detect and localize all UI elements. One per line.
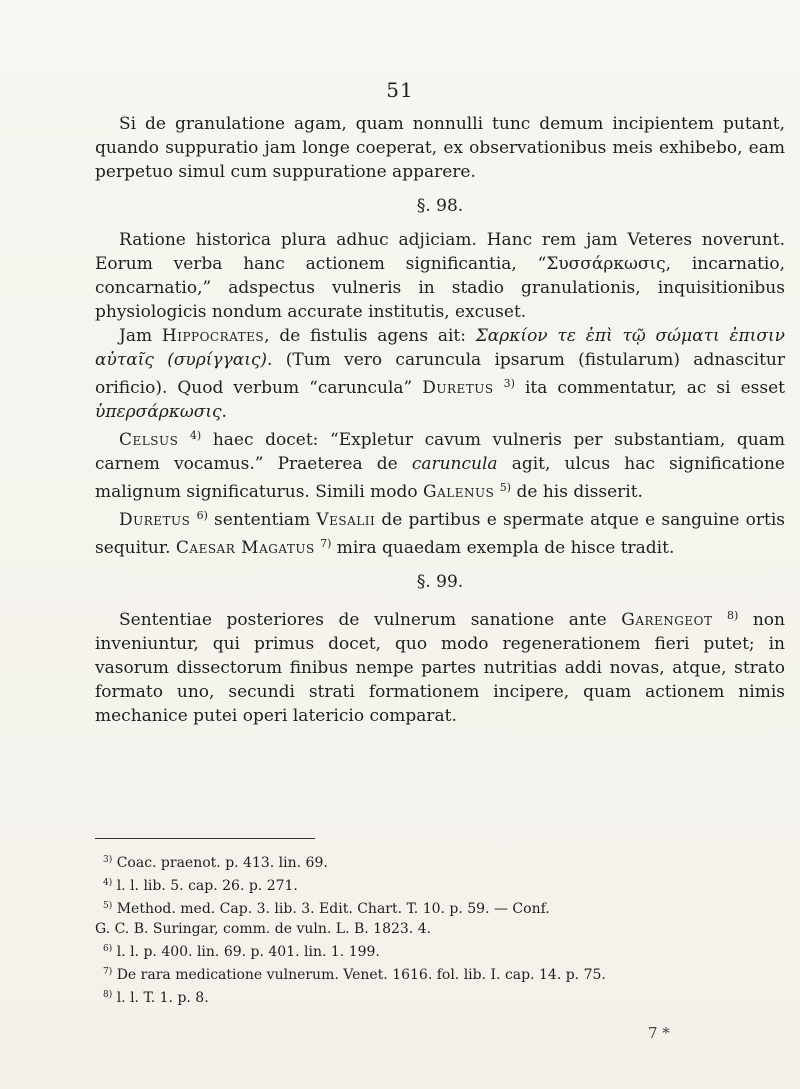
footnotes: [95, 850, 785, 1008]
author-name: Garengeot: [621, 610, 713, 630]
section-heading-99: §. 99.: [416, 572, 464, 592]
footnote: $^{8)}$ l. l. T. 1. p. 8.: [103, 990, 209, 1006]
footnote: $^{3)}$ Coac. praenot. p. 413. lin. 69.: [103, 855, 328, 871]
body-text: [95, 112, 785, 728]
page-number: 51: [386, 78, 414, 102]
footnote: $^{5)}$ Method. med. Cap. 3. lib. 3. Edit. Chart. T. 10. p. 59. — Conf.: [103, 901, 550, 917]
author-name: Duretus: [119, 510, 191, 530]
paragraph-98-4: Duretus $^{6)}$ sententiam Vesalii de partibus e spermate atque e sanguine ortis sequitur. Caesar Magatus $^{7)}$ mira quaedam exempla de hisce tradit.: [95, 509, 785, 558]
author-name: Duretus: [422, 378, 494, 398]
greek-quote: Σαρκίον τε ἐπὶ τῷ σώματι ἐπισιν αὐταῖς (συρίγγαις): [95, 326, 785, 370]
footnote-divider: [95, 838, 315, 839]
author-name: Hippocrates: [161, 326, 265, 346]
section-heading-98: §. 98.: [416, 196, 464, 216]
footnote-ref: 5): [499, 481, 512, 494]
paragraph-98-1: Ratione historica plura adhuc adjiciam. Hanc rem jam Veteres noverunt. Eorum verba hanc actionem significantia, “Συσσάρκωσις, incarnatio, concarnatio,” adspectus vulneris in stadio granulationis, inquisitionibus physiologicis nondum accurate institutis, excuset.: [95, 230, 785, 322]
footnote-continuation: G. C. B. Suringar, comm. de vuln. L. B. 1823. 4.: [95, 921, 432, 937]
paragraph-98-3: Celsus $^{4)}$ haec docet: “Expletur cavum vulneris per substantiam, quam carnem vocamus.” Praeterea de caruncula agit, ulcus hac significatione malignum significaturus. Simili modo Galenus $^{5)}$ de his disserit.: [95, 429, 785, 502]
footnote-ref: 6): [196, 509, 208, 522]
signature-mark: 7 *: [648, 1024, 670, 1042]
paragraph-99: Sententiae posteriores de vulnerum sanatione ante Garengeot $^{8)}$ non inveniuntur, qui primus docet, quo modo regenerationem fieri putet; in vasorum dissectorum finibus nempe partes nutritias addi novas, atque, strato formato uno, secundi strati formationem incipere, quam actionem nimis mechanice putei operi latericio comparat.: [95, 609, 785, 726]
footnote: $^{6)}$ l. l. p. 400. lin. 69. p. 401. lin. 1. 199.: [103, 944, 380, 960]
author-name: Galenus: [423, 482, 495, 502]
footnote-ref: 8): [727, 609, 739, 622]
footnote: $^{4)}$ l. l. lib. 5. cap. 26. p. 271.: [103, 878, 298, 894]
author-name: Vesalii: [316, 510, 376, 530]
author-name: Caesar Magatus: [175, 538, 315, 558]
footnote-ref: 7): [320, 537, 332, 550]
italic-term: caruncula: [411, 454, 498, 474]
author-name: Celsus: [119, 430, 179, 450]
paragraph-intro: Si de granulatione agam, quam nonnulli tunc demum incipientem putant, quando suppuratio jam longe coeperat, ex observationibus meis exhibebo, eam perpetuo simul cum suppuratione apparere.: [95, 114, 785, 182]
footnote: $^{7)}$ De rara medicatione vulnerum. Venet. 1616. fol. lib. I. cap. 14. p. 75.: [103, 967, 606, 983]
greek-term: ὑπερσάρκωσις: [95, 402, 222, 422]
paragraph-98-2: Jam Hippocrates, de fistulis agens ait: Σαρκίον τε ἐπὶ τῷ σώματι ἐπισιν αὐταῖς (συρίγγαις). (Tum vero caruncula ipsarum (fistularum) adnascitur orificio). Quod verbum “caruncula” Duretus $^{3)}$ ita commentatur, ac si esset ὑπερσάρκωσις.: [95, 326, 785, 422]
footnote-ref: 4): [189, 429, 202, 442]
footnote-ref: 3): [503, 377, 515, 390]
